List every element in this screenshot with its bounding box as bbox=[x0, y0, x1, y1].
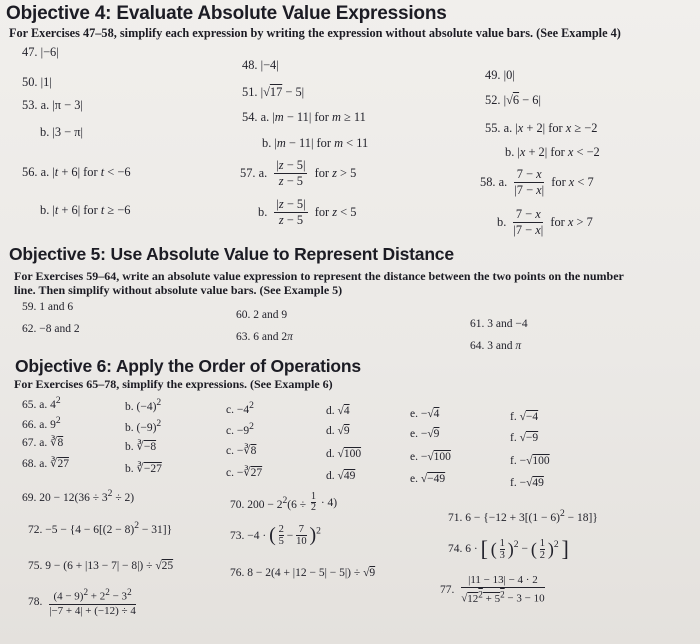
objective-5-heading: Objective 5: Use Absolute Value to Represent Distance bbox=[9, 244, 454, 264]
exercise-68d: d. √49 bbox=[326, 470, 356, 482]
exercise-67a: 67. a. ∛8 bbox=[22, 437, 64, 449]
exercise-65a: 65. a. $4^2$ bbox=[22, 395, 61, 411]
exercise-57a: 57. a. $\frac{|z - 5|}{z - 5}$ for z > 5 bbox=[240, 158, 357, 188]
exercise-67d: d. √100 bbox=[326, 448, 362, 460]
objective-6-heading: Objective 6: Apply the Order of Operations bbox=[15, 356, 361, 376]
exercise-73: 73. −4 · ( $\frac{2}{5}$ − $\frac{7}{10}$ )$^2$ bbox=[230, 524, 321, 547]
exercise-66f: f. √−9 bbox=[510, 432, 539, 444]
exercise-77: 77. $\frac{|11 - 13| - 4 \cdot 2}{√12^2 + 5^2 - 3 - 10}$ bbox=[440, 574, 545, 605]
exercise-54b: b. |m − 11| for m < 11 bbox=[262, 136, 369, 150]
exercise-58a: 58. a. $\frac{7 - x}{|7 - x|}$ for x < 7 bbox=[480, 167, 594, 197]
exercise-70: 70. $200 - 2^2(6$ ÷ $\frac{1}{2}$ · 4) bbox=[230, 491, 338, 513]
exercise-75: 75. 9 − (6 + |13 − 7| − 8|) ÷ √25 bbox=[28, 560, 174, 572]
exercise-62: 62. −8 and 2 bbox=[22, 323, 80, 335]
exercise-57b: b. $\frac{|z - 5|}{z - 5}$ for z < 5 bbox=[258, 197, 357, 227]
exercise-66c: c. $-9^2$ bbox=[226, 421, 254, 437]
exercise-54a: 54. a. |m − 11| for m ≥ 11 bbox=[242, 110, 366, 124]
exercise-53a: 53. a. |π − 3| bbox=[22, 98, 83, 112]
exercise-48: 48. |−4| bbox=[242, 58, 279, 72]
objective-4-heading: Objective 4: Evaluate Absolute Value Expressions bbox=[6, 3, 447, 24]
exercise-66a: 66. a. $9^2$ bbox=[22, 415, 61, 431]
objective-5-instruction-line2: line. Then simplify without absolute value bars. (See Example 5) bbox=[14, 283, 343, 297]
objective-4-instruction: For Exercises 47–58, simplify each expression by writing the expression without absolute value bars. (See Example 4) bbox=[9, 26, 621, 40]
exercise-49: 49. |0| bbox=[485, 68, 515, 82]
exercise-59: 59. 1 and 6 bbox=[22, 301, 74, 313]
exercise-66b: b. $(-9)^2$ bbox=[125, 418, 162, 434]
exercise-66d: d. √9 bbox=[326, 425, 350, 437]
exercise-65e: e. −√4 bbox=[410, 408, 440, 420]
exercise-67c: c. −∛8 bbox=[226, 445, 257, 457]
exercise-65f: f. √−4 bbox=[510, 411, 539, 423]
exercise-56b: b. |t + 6| for t ≥ −6 bbox=[40, 203, 131, 217]
exercise-65d: d. √4 bbox=[326, 405, 350, 417]
exercise-65c: c. $-4^2$ bbox=[226, 400, 254, 416]
objective-6-instruction: For Exercises 65–78, simplify the expressions. (See Example 6) bbox=[14, 377, 333, 391]
exercise-67b: b. ∛−8 bbox=[125, 441, 157, 453]
exercise-53b: b. |3 − π| bbox=[40, 125, 83, 139]
exercise-66e: e. −√9 bbox=[410, 428, 440, 440]
exercise-50: 50. |1| bbox=[22, 75, 52, 89]
exercise-60: 60. 2 and 9 bbox=[236, 309, 288, 321]
exercise-47: 47. |−6| bbox=[22, 45, 59, 59]
exercise-64: 64. 3 and π bbox=[470, 340, 522, 352]
exercise-65b: b. $(-4)^2$ bbox=[125, 397, 162, 413]
exercise-68a: 68. a. ∛27 bbox=[22, 458, 69, 470]
exercise-68f: f. −√49 bbox=[510, 477, 544, 489]
objective-5-instruction-line1: For Exercises 59–64, write an absolute value expression to represent the distance between the two points on the number bbox=[14, 269, 624, 283]
exercise-63: 63. 6 and 2π bbox=[236, 331, 293, 343]
exercise-74: 74. 6 · [ ( $\frac{1}{3}$ )$^2$ − ( $\frac{1}{2}$ )$^2$ ] bbox=[448, 536, 569, 561]
exercise-58b: b. $\frac{7 - x}{|7 - x|}$ for x > 7 bbox=[497, 207, 593, 237]
exercise-76: 76. 8 − 2(4 + |12 − 5| − 5|) ÷ √9 bbox=[230, 567, 376, 579]
exercise-67f: f. −√100 bbox=[510, 455, 550, 467]
exercise-52: 52. |√6 − 6| bbox=[485, 93, 541, 107]
exercise-67e: e. −√100 bbox=[410, 451, 451, 463]
exercise-51: 51. |√17 − 5| bbox=[242, 85, 305, 99]
exercise-68c: c. −∛27 bbox=[226, 467, 263, 479]
exercise-55b: b. |x + 2| for x < −2 bbox=[505, 145, 600, 159]
exercise-55a: 55. a. |x + 2| for x ≥ −2 bbox=[485, 121, 598, 135]
exercise-56a: 56. a. |t + 6| for t < −6 bbox=[22, 165, 131, 179]
exercise-68e: e. √−49 bbox=[410, 473, 446, 485]
exercise-61: 61. 3 and −4 bbox=[470, 318, 528, 330]
exercise-69: 69. $20 - 12(36 \div 3^2 \div 2)$ bbox=[22, 488, 135, 504]
exercise-72: 72. $-5 - \{4 - 6[(2 - 8)^2 - 31]\}$ bbox=[28, 520, 173, 536]
exercise-71: 71. $6 - \{-12 + 3[(1 - 6)^2 - 18]\}$ bbox=[448, 508, 598, 524]
exercise-78: 78. $\frac{(4 - 9)^2 + 2^2 - 3^2}{|-7 + 4| + (-12) \div 4}$ bbox=[28, 587, 136, 617]
exercise-68b: b. ∛−27 bbox=[125, 463, 162, 475]
